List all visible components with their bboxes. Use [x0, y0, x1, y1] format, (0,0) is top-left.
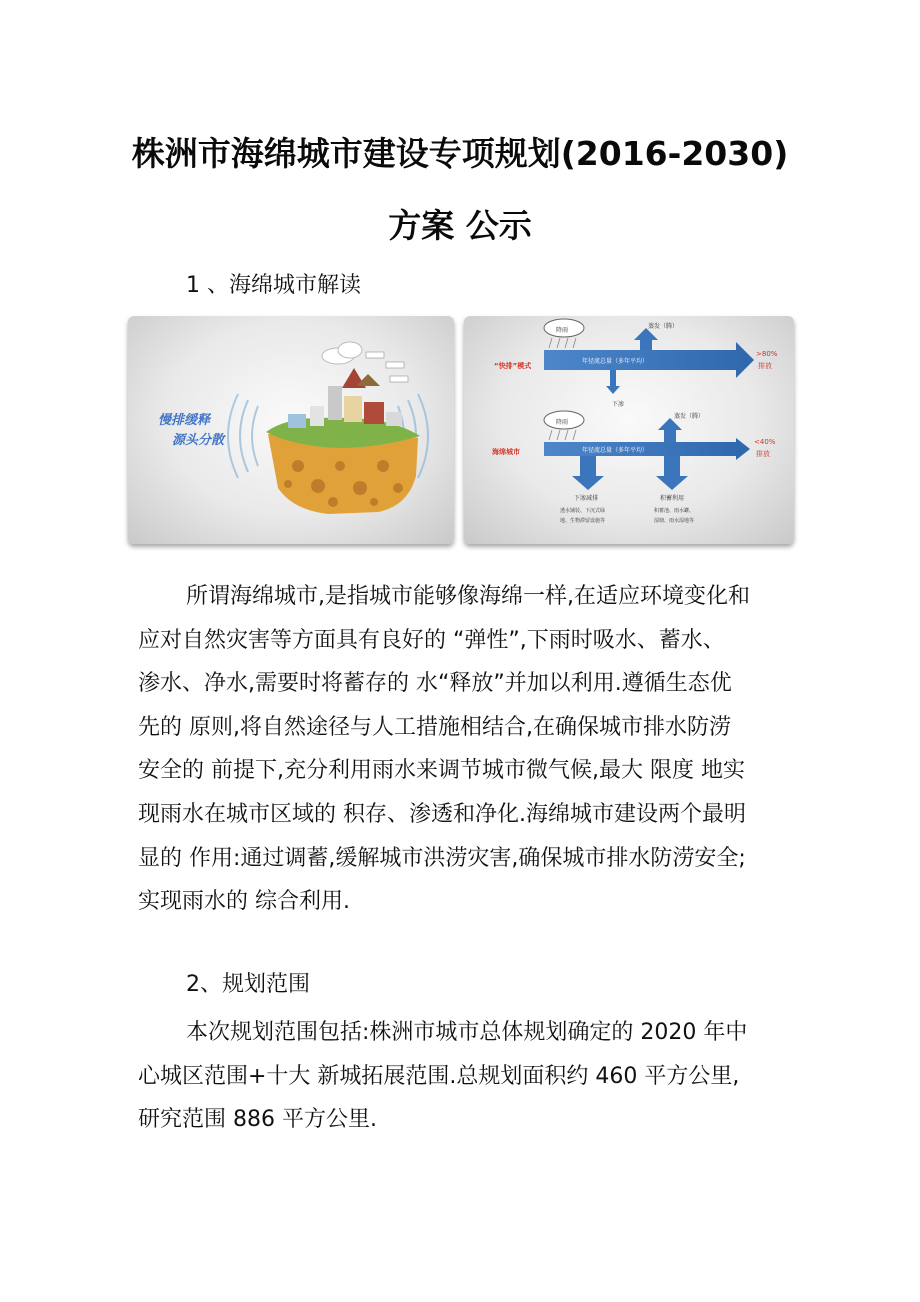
svg-text:>80%: >80%: [756, 350, 778, 358]
svg-text:蒸发（腾）: 蒸发（腾）: [648, 323, 679, 330]
svg-text:降雨: 降雨: [556, 419, 569, 426]
svg-text:排放: 排放: [758, 362, 772, 370]
cloud-icon: [322, 342, 362, 364]
paragraph-line: 安全的 前提下,充分利用雨水来调节城市微气候,最大 限度 地实: [138, 758, 745, 784]
planning-scope-paragraph: [138, 1011, 788, 1142]
sponge-island-svg: [128, 316, 454, 544]
evaporation-arrow-top: [634, 328, 658, 350]
paragraph-line: 应对自然灾害等方面具有良好的 “弹性”,下雨时吸水、蓄水、: [138, 627, 725, 653]
svg-text:透水铺装、下沉式绿: 透水铺装、下沉式绿: [560, 508, 606, 514]
storage-arrow-bottom: [656, 456, 688, 490]
svg-text:降雨: 降雨: [556, 327, 569, 334]
paragraph-line: 显的 作用:通过调蓄,缓解城市洪涝灾害,确保城市排水防涝安全;: [138, 845, 746, 871]
runoff-diagram-svg: [464, 316, 794, 544]
svg-text:积蓄利用: 积蓄利用: [660, 495, 685, 502]
sponge-mode-label: 海绵城市: [492, 448, 520, 456]
paragraph-line: 心城区范围+十大 新城拓展范围.总规划面积约 460 平方公里,: [138, 1063, 740, 1089]
sponge-city-figure: [124, 312, 808, 552]
city-buildings: [288, 368, 402, 428]
runoff-comparison-diagram: [464, 316, 794, 544]
svg-text:蒸发（腾）: 蒸发（腾）: [674, 413, 705, 420]
infiltration-arrow-bottom: [572, 456, 604, 490]
svg-text:地、生物滞留设施等: 地、生物滞留设施等: [560, 518, 606, 524]
svg-text:排放: 排放: [756, 450, 770, 458]
rain-lines-icon-2: [549, 430, 576, 440]
paragraph-line: 本次规划范围包括:株洲市城市总体规划确定的 2020 年中: [186, 1020, 748, 1045]
paragraph-line: 现雨水在城市区域的 积存、渗透和净化.海绵城市建设两个最明: [138, 801, 746, 827]
document-title-line-2: 方案 公示: [388, 206, 532, 245]
fast-mode-label: “快排”模式: [494, 362, 532, 370]
sponge-city-definition-paragraph: [138, 575, 788, 924]
document-title-line-1: 株洲市海绵城市建设专项规划(2016-2030): [131, 134, 789, 173]
svg-text:湿塘、雨水湿地等: 湿塘、雨水湿地等: [654, 518, 695, 524]
svg-text:年径流总量（多年平均）: 年径流总量（多年平均）: [582, 447, 649, 454]
svg-text:积蓄池、雨水罐、: 积蓄池、雨水罐、: [654, 508, 695, 514]
infiltration-arrow-top: [606, 370, 620, 394]
sponge-city-model: [492, 411, 776, 524]
section-2-heading: 2、规划范围: [186, 972, 310, 997]
svg-text:年径流总量（多年平均）: 年径流总量（多年平均）: [582, 358, 649, 365]
section-1-heading: 1 、海绵城市解读: [186, 273, 361, 298]
svg-text:<40%: <40%: [754, 438, 776, 446]
svg-text:下渗减排: 下渗减排: [574, 495, 599, 502]
paragraph-line: 实现雨水的 综合利用.: [138, 889, 350, 915]
paragraph-line: 先的 原则,将自然途径与人工措施相结合,在确保城市排水防涝: [138, 714, 731, 740]
rain-lines-icon: [549, 338, 576, 348]
sponge-island-illustration: [128, 316, 454, 544]
evaporation-arrow-bottom: [658, 418, 682, 442]
paragraph-line: 渗水、净水,需要时将蓄存的 水“释放”并加以利用.遵循生态优: [138, 671, 732, 697]
slogan-line-2: 源头分散: [172, 433, 225, 448]
fast-discharge-model: [494, 319, 778, 408]
svg-text:下渗: 下渗: [612, 401, 625, 408]
slogan-line-1: 慢排缓释: [158, 413, 211, 428]
paragraph-line: 研究范围 886 平方公里.: [138, 1107, 377, 1133]
info-tags: [366, 352, 408, 382]
paragraph-line: 所谓海绵城市,是指城市能够像海绵一样,在适应环境变化和: [186, 584, 750, 609]
